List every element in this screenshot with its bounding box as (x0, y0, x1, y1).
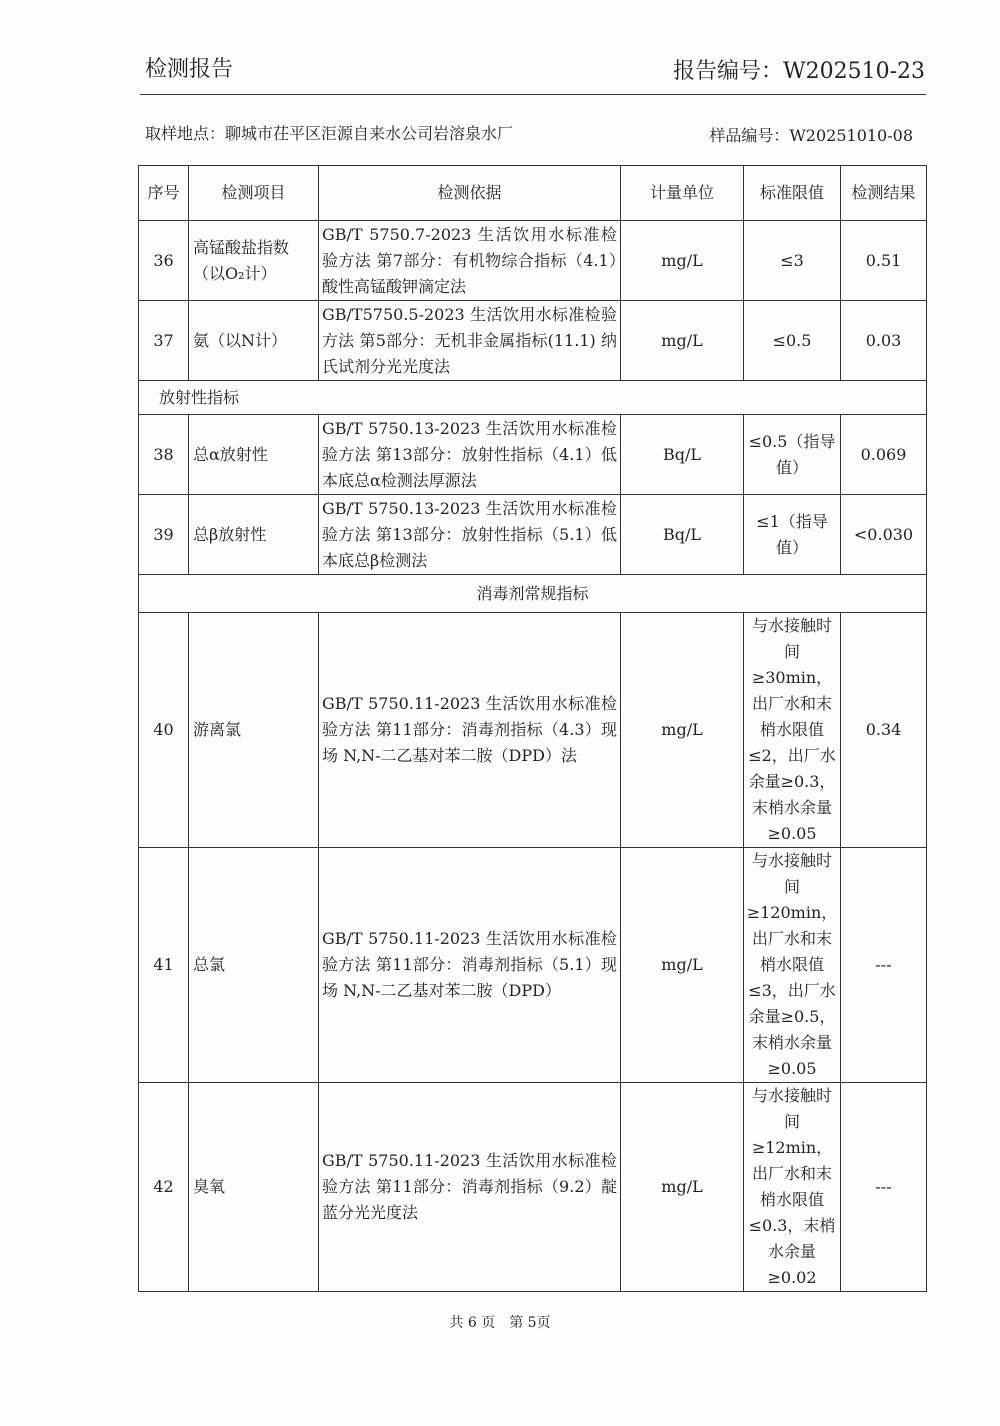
row-basis: GB/T 5750.13-2023 生活饮用水标准检验方法 第13部分：放射性指标（5.1）低本底总β检测法 (319, 495, 621, 575)
row-no: 39 (139, 495, 189, 575)
table-header-row (139, 166, 927, 221)
row-result: 0.03 (841, 301, 927, 381)
col-header-unit: 计量单位 (621, 166, 744, 221)
row-item: 总α放射性 (189, 415, 319, 495)
row-unit: mg/L (621, 1083, 744, 1292)
row-result: 0.069 (841, 415, 927, 495)
row-unit: Bq/L (621, 495, 744, 575)
col-header-limit: 标准限值 (744, 166, 841, 221)
row-unit: mg/L (621, 613, 744, 848)
row-result: --- (841, 848, 927, 1083)
row-limit: 与水接触时间≥30min，出厂水和末梢水限值≤2，出厂水余量≥0.3，末梢水余量≥0.05 (744, 613, 841, 848)
table-row (139, 221, 927, 301)
row-unit: mg/L (621, 301, 744, 381)
row-unit: mg/L (621, 221, 744, 301)
table-row (139, 301, 927, 381)
row-no: 42 (139, 1083, 189, 1292)
row-result: --- (841, 1083, 927, 1292)
row-item: 高锰酸盐指数（以O₂计） (189, 221, 319, 301)
table-row (139, 1083, 927, 1292)
page-footer: 共 6 页 第 5页 (449, 1315, 551, 1331)
row-basis: GB/T 5750.13-2023 生活饮用水标准检验方法 第13部分：放射性指标（4.1）低本底总α检测法厚源法 (319, 415, 621, 495)
table-row (139, 613, 927, 848)
report-title: 检测报告 (145, 57, 234, 82)
col-header-item: 检测项目 (189, 166, 319, 221)
section-row (139, 381, 927, 415)
row-no: 40 (139, 613, 189, 848)
row-limit: 与水接触时间≥120min，出厂水和末梢水限值≤3，出厂水余量≥0.5，末梢水余量≥0.05 (744, 848, 841, 1083)
table-row (139, 415, 927, 495)
row-limit: ≤1（指导值） (744, 495, 841, 575)
header-divider (140, 94, 926, 95)
row-basis: GB/T5750.5-2023 生活饮用水标准检验方法 第5部分：无机非金属指标(11.1) 纳氏试剂分光光度法 (319, 301, 621, 381)
sample-number: 样品编号：W20251010-08 (709, 126, 913, 145)
sampling-location: 取样地点：聊城市茌平区洰源自来水公司岩溶泉水厂 (145, 124, 514, 143)
row-item: 总氯 (189, 848, 319, 1083)
row-item: 臭氧 (189, 1083, 319, 1292)
report-number: 报告编号：W202510-23 (672, 59, 925, 84)
row-limit: ≤3 (744, 221, 841, 301)
row-no: 41 (139, 848, 189, 1083)
col-header-result: 检测结果 (841, 166, 927, 221)
section-disinfectant: 消毒剂常规指标 (139, 575, 927, 613)
section-row (139, 575, 927, 613)
row-no: 36 (139, 221, 189, 301)
row-item: 氨（以N计） (189, 301, 319, 381)
row-limit: ≤0.5 (744, 301, 841, 381)
row-limit: 与水接触时间≥12min，出厂水和末梢水限值≤0.3，末梢水余量≥0.02 (744, 1083, 841, 1292)
row-result: 0.34 (841, 613, 927, 848)
row-basis: GB/T 5750.11-2023 生活饮用水标准检验方法 第11部分：消毒剂指标（5.1）现场 N,N-二乙基对苯二胺（DPD） (319, 848, 621, 1083)
row-no: 38 (139, 415, 189, 495)
col-header-basis: 检测依据 (319, 166, 621, 221)
row-no: 37 (139, 301, 189, 381)
row-result: 0.51 (841, 221, 927, 301)
row-unit: Bq/L (621, 415, 744, 495)
table-row (139, 848, 927, 1083)
row-item: 总β放射性 (189, 495, 319, 575)
row-result: <0.030 (841, 495, 927, 575)
table-row (139, 495, 927, 575)
row-unit: mg/L (621, 848, 744, 1083)
row-item: 游离氯 (189, 613, 319, 848)
row-basis: GB/T 5750.11-2023 生活饮用水标准检验方法 第11部分：消毒剂指标（9.2）靛蓝分光光度法 (319, 1083, 621, 1292)
section-radioactive: 放射性指标 (139, 381, 927, 415)
col-header-no: 序号 (139, 166, 189, 221)
row-limit: ≤0.5（指导值） (744, 415, 841, 495)
row-basis: GB/T 5750.11-2023 生活饮用水标准检验方法 第11部分：消毒剂指标（4.3）现场 N,N-二乙基对苯二胺（DPD）法 (319, 613, 621, 848)
row-basis: GB/T 5750.7-2023 生活饮用水标准检验方法 第7部分：有机物综合指标（4.1）酸性高锰酸钾滴定法 (319, 221, 621, 301)
results-table (138, 165, 927, 1292)
